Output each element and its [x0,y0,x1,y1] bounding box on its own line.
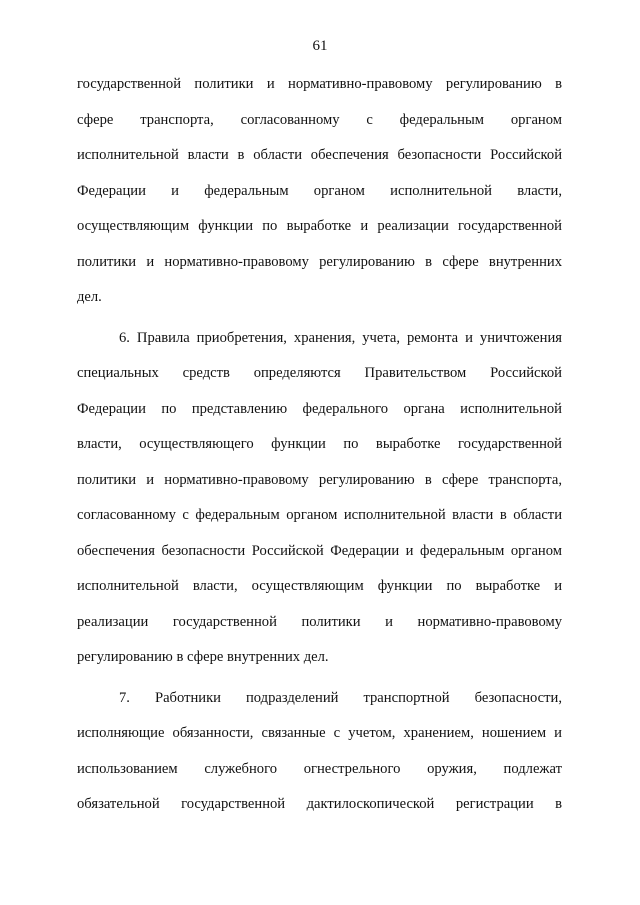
document-body [77,72,562,828]
text-line: обязательной государственной дактилоскопической регистрации в [77,796,562,812]
page-number: 61 [312,38,328,54]
text-line: власти, осуществляющего функции по выработке государственной [77,436,562,452]
text-line: государственной политики и нормативно-правовому регулированию в [77,76,562,92]
text-line: согласованному с федеральным органом исполнительной власти в области [77,507,562,523]
text-line: исполнительной власти, осуществляющим функции по выработке и [77,578,562,594]
text-line: политики и нормативно-правовому регулированию в сфере транспорта, [77,471,562,488]
paragraph-7-first-line: 7. Работники подразделений транспортной безопасности, [119,689,562,706]
text-line: политики и нормативно-правовому регулированию в сфере внутренних [77,253,562,270]
text-line: сфере транспорта, согласованному с федеральным органом [77,111,562,128]
text-line: специальных средств определяются Правительством Российской [77,365,562,381]
text-line: дел. [77,289,102,305]
text-line: обеспечения безопасности Российской Федерации и федеральным органом [77,542,562,559]
text-line: Федерации по представлению федерального органа исполнительной [77,400,562,417]
paragraph-6-first-line: 6. Правила приобретения, хранения, учета, ремонта и уничтожения [119,329,562,346]
text-line: осуществляющим функции по выработке и реализации государственной [77,218,562,234]
text-line: исполняющие обязанности, связанные с учетом, хранением, ношением и [77,725,562,741]
text-line: исполнительной власти в области обеспечения безопасности Российской [77,147,562,163]
text-line: регулированию в сфере внутренних дел. [77,649,329,665]
text-line: реализации государственной политики и нормативно-правовому [77,613,562,630]
text-line: Федерации и федеральным органом исполнительной власти, [77,182,562,199]
text-line: использованием служебного огнестрельного оружия, подлежат [77,760,562,777]
